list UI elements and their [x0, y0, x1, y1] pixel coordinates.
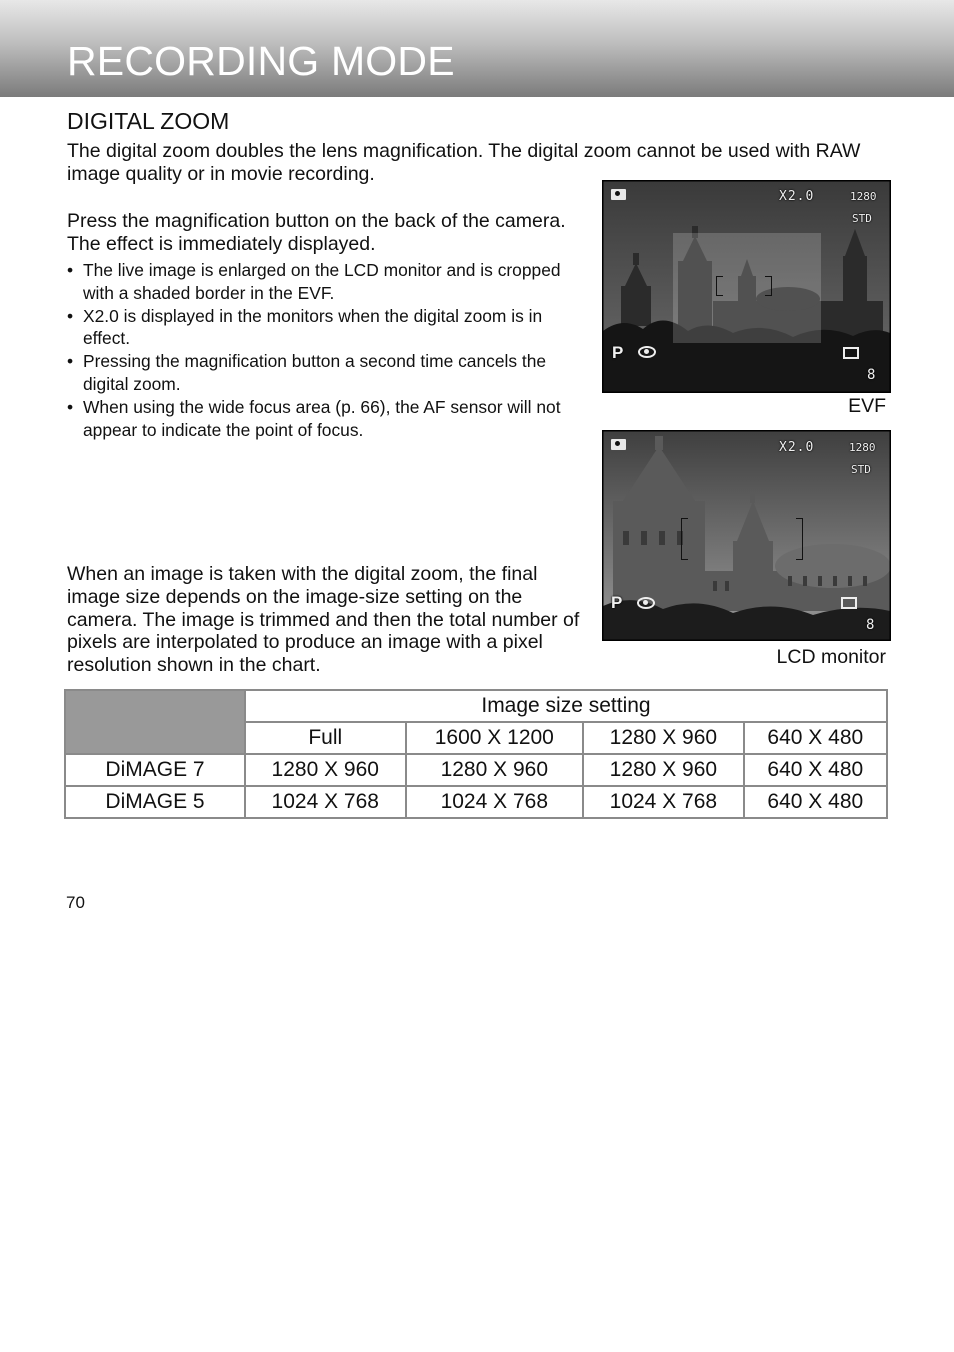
- drive-mode-icon: [843, 347, 859, 359]
- quality-indicator: STD: [852, 212, 872, 225]
- image-size-indicator: 1280: [849, 441, 876, 454]
- exposure-mode-indicator: P: [612, 343, 624, 362]
- eye-icon: [638, 346, 656, 358]
- setting-header-cell: 640 X 480: [744, 722, 887, 754]
- af-bracket-right: [765, 276, 772, 296]
- bullet-item: • When using the wide focus area (p. 66), the AF sensor will not appear to indicate the point of focus.: [67, 396, 592, 442]
- quality-indicator: STD: [851, 463, 871, 476]
- evf-scene-photo: [603, 181, 890, 392]
- evf-monitor-image: [602, 180, 891, 393]
- model-cell: DiMAGE 7: [65, 754, 245, 786]
- section-title: DIGITAL ZOOM: [67, 108, 230, 134]
- table-cell: 1024 X 768: [583, 786, 744, 818]
- table-cell: 640 X 480: [744, 786, 887, 818]
- table-cell: 1280 X 960: [406, 754, 584, 786]
- table-cell: 640 X 480: [744, 754, 887, 786]
- bullet-item: • Pressing the magnification button a second time cancels the digital zoom.: [67, 350, 592, 396]
- press-paragraph: Press the magnification button on the back of the camera. The effect is immediately displayed.: [67, 210, 566, 255]
- af-bracket-left: [716, 276, 723, 296]
- intro-paragraph: The digital zoom doubles the lens magnification. The digital zoom cannot be used with RAW image quality or in movie recording.: [67, 140, 861, 185]
- final-size-paragraph: When an image is taken with the digital zoom, the final image size depends on the image-size setting on the camera. The image is trimmed and then the total number of pixels are interpolated to produce an image with a pixel resolution shown in the chart.: [67, 563, 580, 677]
- lcd-monitor-image: [602, 430, 891, 641]
- camera-mode-icon: [611, 439, 626, 450]
- page-header: [0, 0, 954, 97]
- bullet-item: • X2.0 is displayed in the monitors when the digital zoom is in effect.: [67, 305, 592, 351]
- bullet-item: • The live image is enlarged on the LCD monitor and is cropped with a shaded border in the EVF.: [67, 259, 592, 305]
- eye-icon: [637, 597, 655, 609]
- table-cell: 1024 X 768: [245, 786, 406, 818]
- table-row: [65, 754, 887, 786]
- zoom-indicator: X2.0: [779, 440, 815, 455]
- lcd-caption: LCD monitor: [776, 646, 886, 668]
- table-corner-cell: [65, 690, 245, 754]
- setting-header-cell: 1280 X 960: [583, 722, 744, 754]
- zoom-indicator: X2.0: [779, 189, 815, 204]
- bullet-list: [67, 259, 592, 441]
- af-bracket-right: [796, 518, 803, 560]
- page-number: 70: [66, 893, 85, 912]
- exposure-mode-indicator: P: [611, 593, 623, 612]
- model-cell: DiMAGE 5: [65, 786, 245, 818]
- image-size-indicator: 1280: [850, 190, 877, 203]
- evf-caption: EVF: [848, 395, 886, 417]
- page-title: RECORDING MODE: [67, 38, 455, 84]
- group-header-cell: Image size setting: [245, 690, 887, 722]
- table-cell: 1280 X 960: [583, 754, 744, 786]
- table-cell: 1280 X 960: [245, 754, 406, 786]
- image-size-table: [64, 689, 888, 819]
- camera-mode-icon: [611, 189, 626, 200]
- table-cell: 1024 X 768: [406, 786, 584, 818]
- af-bracket-left: [681, 518, 688, 560]
- frame-counter: 8: [866, 617, 876, 633]
- table-row: [65, 786, 887, 818]
- table-header-row: [65, 690, 887, 722]
- frame-counter: 8: [867, 367, 877, 383]
- drive-mode-icon: [841, 597, 857, 609]
- setting-header-cell: Full: [245, 722, 406, 754]
- setting-header-cell: 1600 X 1200: [406, 722, 584, 754]
